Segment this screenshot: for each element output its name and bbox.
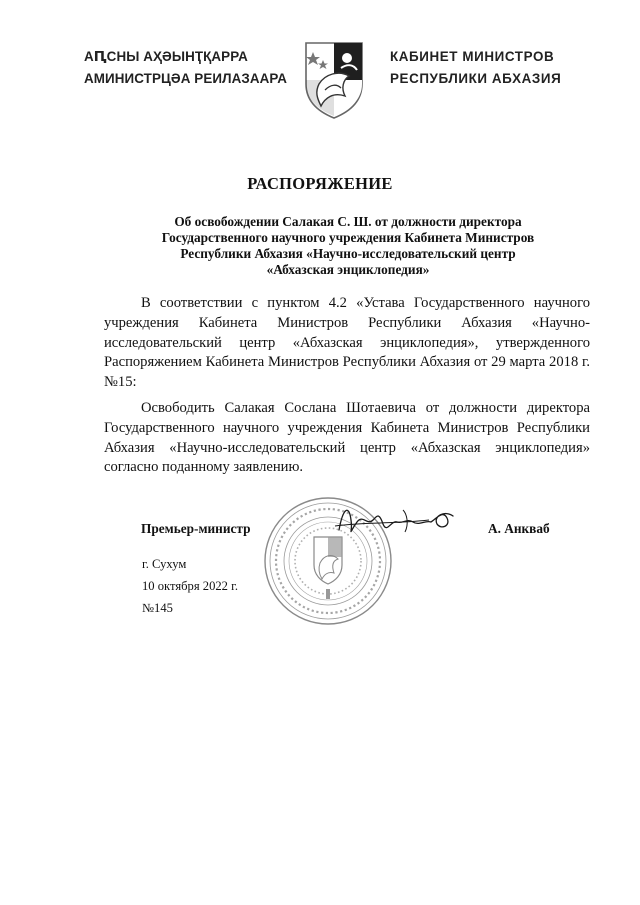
document-number: №145 [142,601,173,615]
handwritten-signature-icon [333,500,463,542]
header-right [390,46,590,90]
header-left-line2: АМИНИСТРЦӘА РЕИЛАЗААРА [84,71,287,86]
signatory-name: А. Анкваб [488,521,550,536]
subject-line: «Абхазская энциклопедия» [266,262,430,277]
header-right-line1: КАБИНЕТ МИНИСТРОВ [390,49,555,64]
document-subject [104,214,592,278]
coat-of-arms-icon [303,40,365,120]
subject-line: Республики Абхазия «Научно-исследовательский центр [180,246,516,261]
issue-date: 10 октября 2022 г. [142,579,238,593]
signatory-position: Премьер-министр [141,521,251,536]
subject-line: Об освобождении Салакая С. Ш. от должности директора [174,214,522,229]
issue-city: г. Сухум [142,557,187,571]
paragraph-basis: В соответствии с пунктом 4.2 «Устава Государственного научного учреждения Кабинета Министров Республики Абхазия «Научно-исследовательский центр «Абхазская энциклопедия», утвержденного Распоряжением Кабинета Министров Республики Абхазия от 29 марта 2018 г. №15: [104,295,590,391]
subject-line: Государственного научного учреждения Кабинета Министров [161,230,535,245]
header-right-line2: РЕСПУБЛИКИ АБХАЗИЯ [390,71,562,86]
header-left-line1: АԤСНЫ АҲӘЫНҬҚАРРА [84,49,248,64]
header-left [84,46,289,90]
paragraph-order: Освободить Салакая Сослана Шотаевича от должности директора Государственного научного учреждения Кабинета Министров Республики Абхазия «Научно-исследовательский центр «Абхазская энциклопедия» согласно поданному заявлению. [104,400,590,476]
document-title: РАСПОРЯЖЕНИЕ [247,174,393,193]
